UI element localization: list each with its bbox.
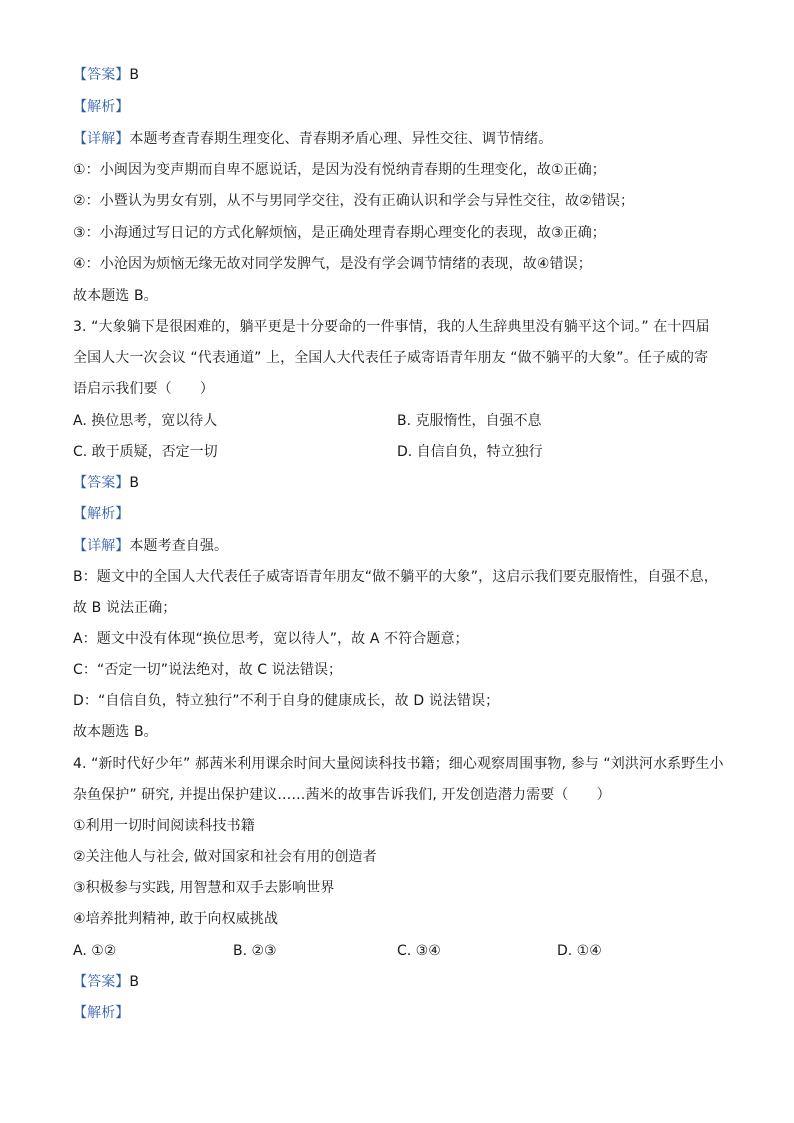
- q3-option-a: A. 换位思考，宽以待人: [73, 413, 218, 429]
- q3-stem-line-1: 3. “大象躺下是很困难的，躺平更是十分要命的一件事情，我的人生辞典里没有躺平这个词。” 在十四届: [73, 319, 710, 335]
- answer-label: 【答案】: [73, 67, 130, 83]
- answer-value: B: [129, 974, 140, 990]
- q4-analysis-label: 【解析】: [73, 1005, 130, 1021]
- detail-label: 【详解】: [73, 131, 130, 147]
- q3-explanation-4: C：“否定一切”说法绝对，故 C 说法错误；: [73, 662, 343, 678]
- q2-detail: [73, 130, 552, 148]
- q3-stem-line-2: 全国人大一次会议 “代表通道” 上，全国人大代表任子威寄语青年朋友 “做不躺平的大象”。任子威的寄: [73, 350, 709, 366]
- answer-label: 【答案】: [73, 475, 130, 491]
- q3-explanation-3: A：题文中没有体现“换位思考，宽以待人”，故 A 不符合题意；: [73, 631, 469, 647]
- q4-stem-line-1: 4. “新时代好少年” 郝茜米利用课余时间大量阅读科技书籍；细心观察周围事物, 参与 “刘洪河水系野生小: [73, 756, 724, 772]
- q4-statement-1: ①利用一切时间阅读科技书籍: [73, 818, 255, 834]
- q3-answer: [73, 474, 139, 492]
- detail-text: 本题考查自强。: [129, 538, 229, 554]
- q3-explanation-1: B：题文中的全国人大代表任子威寄语青年朋友“做不躺平的大象”，这启示我们要克服惰性，自强不息，: [73, 569, 718, 585]
- q3-stem-line-3: 语启示我们要（ ）: [73, 381, 214, 397]
- q4-answer: [73, 973, 139, 991]
- q3-explanation-2: 故 B 说法正确；: [73, 600, 177, 616]
- q4-option-b: B. ②③: [233, 943, 277, 959]
- q2-item-2: ②：小暨认为男女有别，从不与男同学交往，没有正确认识和学会与异性交往，故②错误；: [73, 193, 635, 209]
- answer-value: B: [129, 67, 140, 83]
- q4-statement-2: ②关注他人与社会, 做对国家和社会有用的创造者: [73, 849, 377, 865]
- q4-stem-line-2: 杂鱼保护” 研究, 并提出保护建议……茜米的故事告诉我们, 开发创造潜力需要（ ）: [73, 787, 611, 803]
- q3-conclusion: 故本题选 B。: [73, 724, 158, 740]
- answer-label: 【答案】: [73, 974, 130, 990]
- detail-text: 本题考查青春期生理变化、青春期矛盾心理、异性交往、调节情绪。: [129, 131, 553, 147]
- detail-label: 【详解】: [73, 538, 130, 554]
- q3-option-c: C. 敢于质疑，否定一切: [73, 444, 218, 460]
- q3-option-b: B. 克服惰性，自强不息: [397, 413, 542, 429]
- q4-option-d: D. ①④: [557, 943, 602, 959]
- q4-option-a: A. ①②: [73, 943, 117, 959]
- q2-answer: [73, 66, 139, 84]
- q4-statement-3: ③积极参与实践, 用智慧和双手去影响世界: [73, 880, 335, 896]
- q2-item-4: ④：小沧因为烦恼无缘无故对同学发脾气，是没有学会调节情绪的表现，故④错误；: [73, 256, 592, 272]
- q2-conclusion: 故本题选 B。: [73, 288, 158, 304]
- q3-analysis-label: 【解析】: [73, 506, 130, 522]
- q2-item-1: ①：小闽因为变声期而自卑不愿说话，是因为没有悦纳青春期的生理变化，故①正确；: [73, 162, 606, 178]
- q3-explanation-5: D：“自信自负，特立独行”不利于自身的健康成长，故 D 说法错误；: [73, 693, 500, 709]
- q2-analysis-label: 【解析】: [73, 99, 130, 115]
- answer-value: B: [129, 475, 140, 491]
- q4-statement-4: ④培养批判精神, 敢于向权威挑战: [73, 911, 279, 927]
- q3-option-d: D. 自信自负，特立独行: [397, 444, 543, 460]
- q3-detail: [73, 537, 228, 555]
- q4-option-c: C. ③④: [397, 943, 441, 959]
- q2-item-3: ③：小海通过写日记的方式化解烦恼，是正确处理青春期心理变化的表现，故③正确；: [73, 225, 606, 241]
